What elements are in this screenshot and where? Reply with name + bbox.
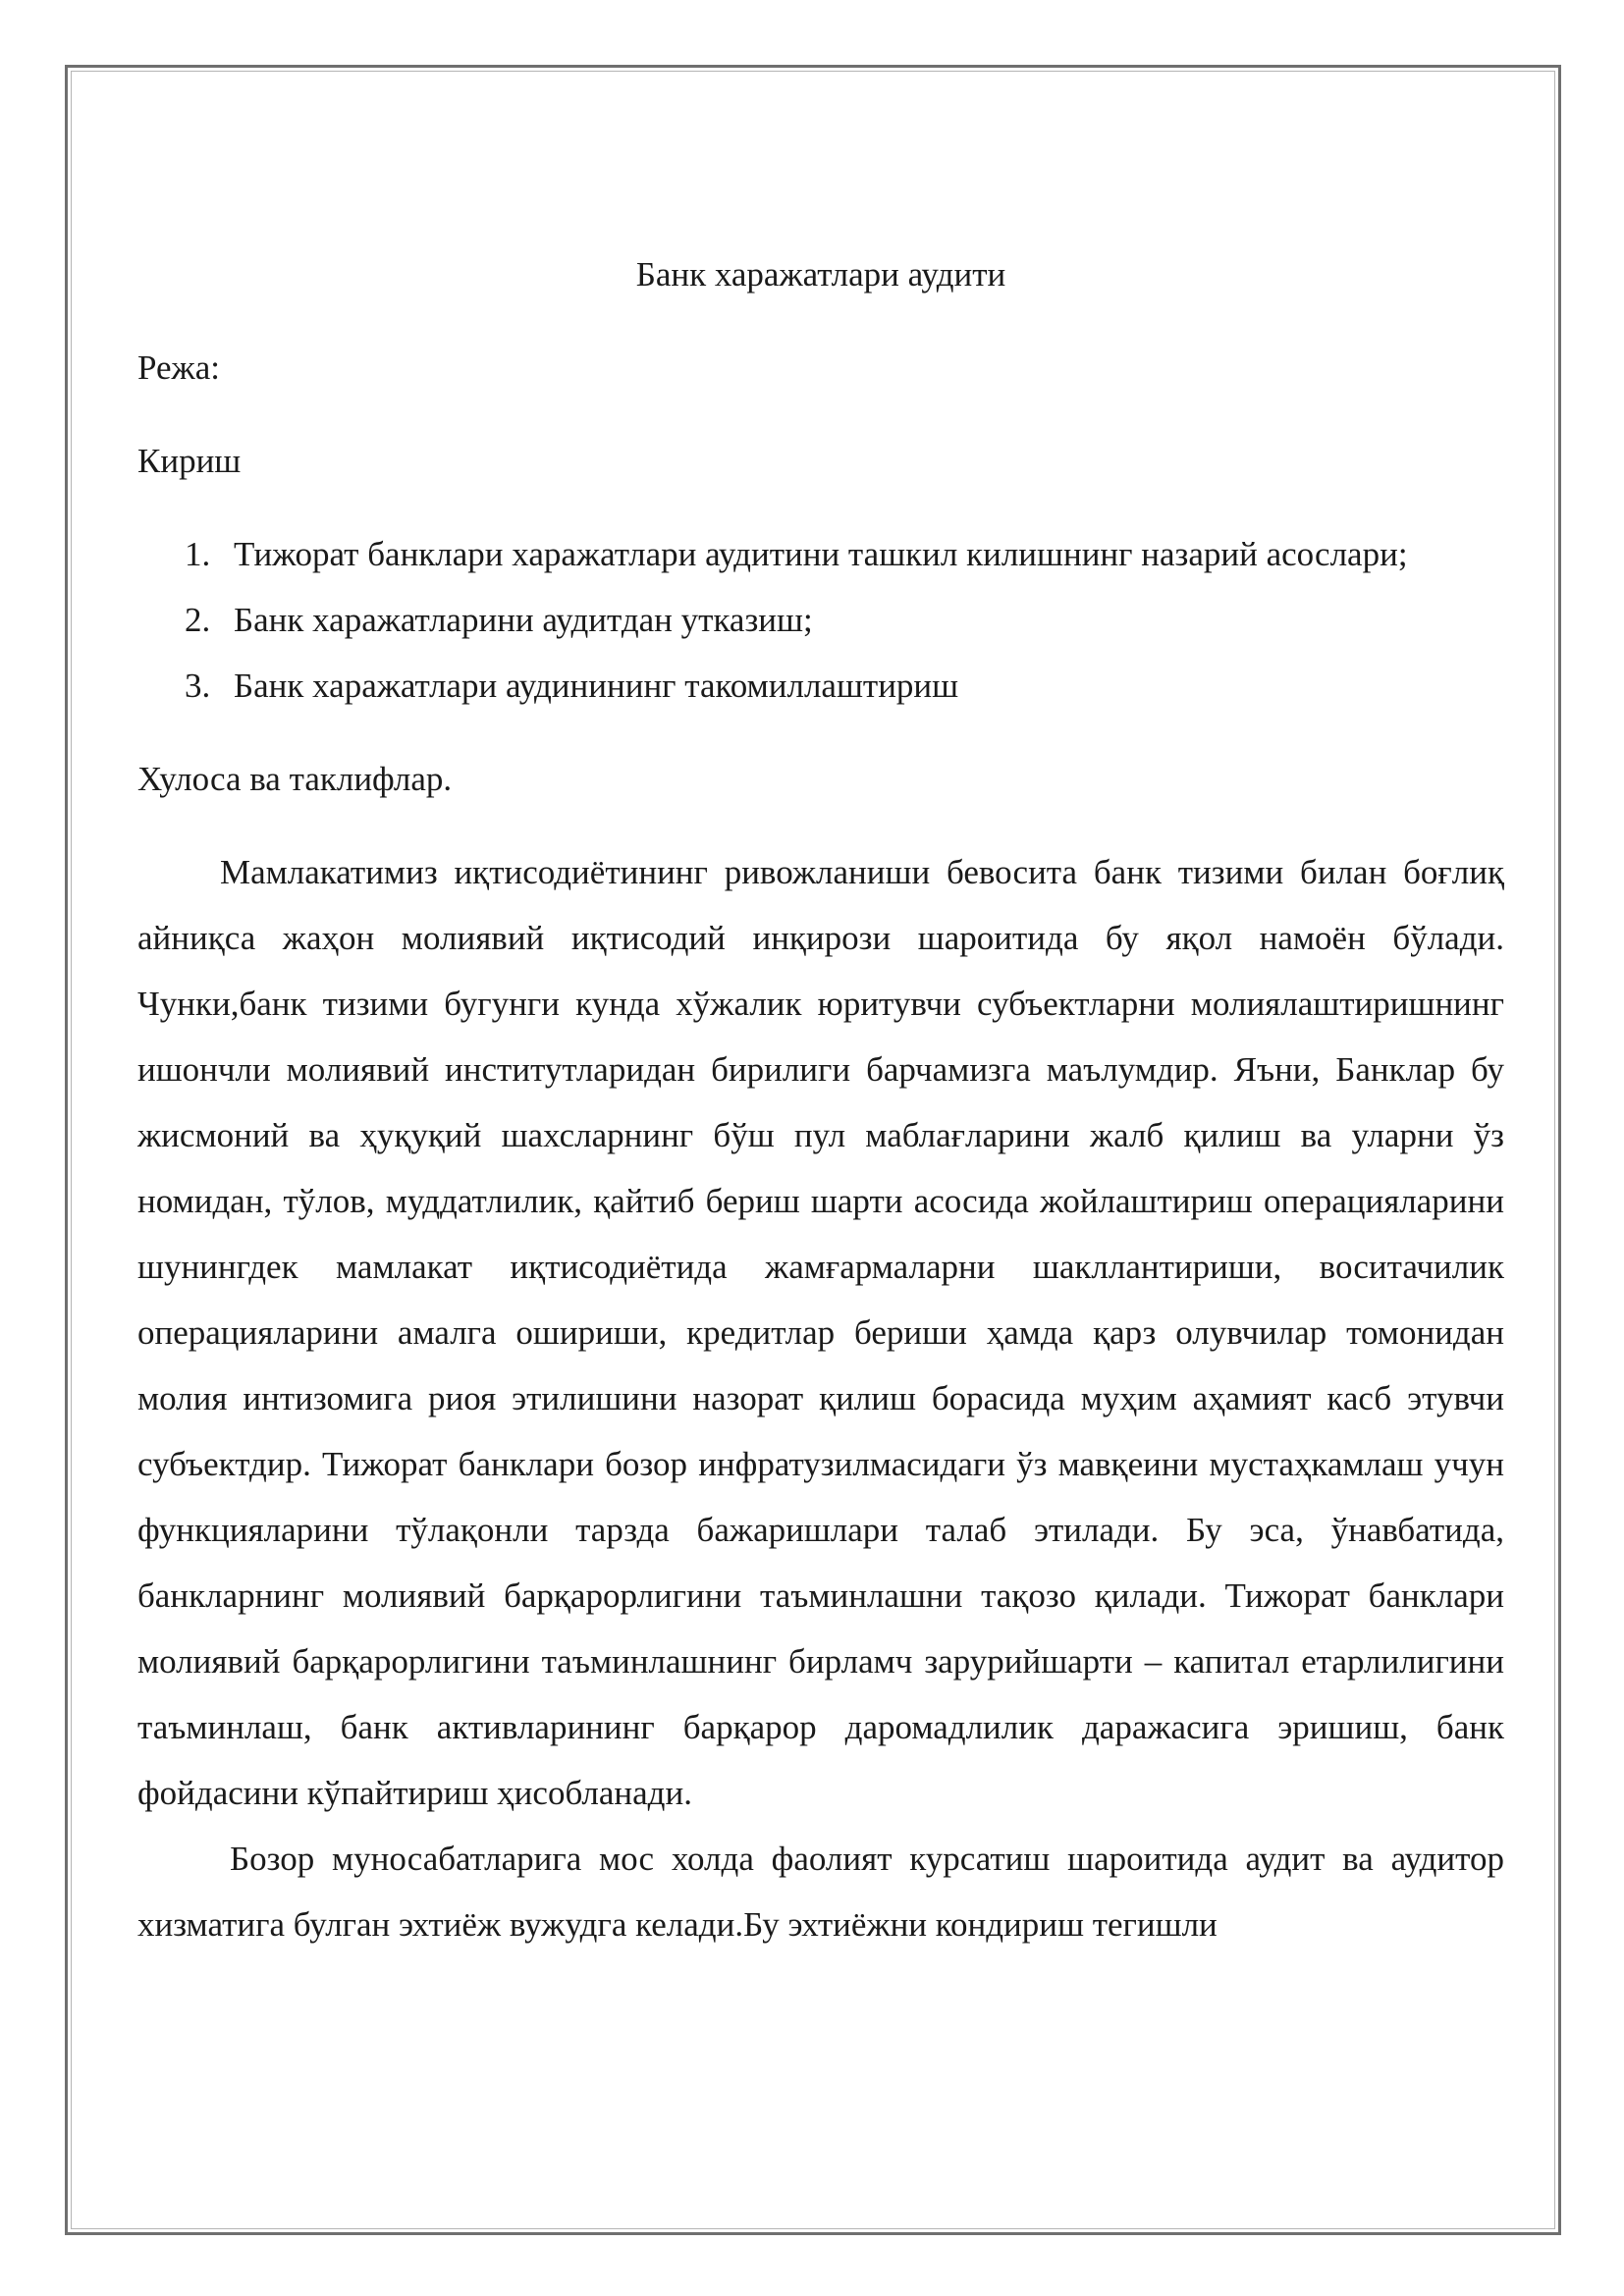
plan-item-number: 2. bbox=[185, 601, 211, 639]
plan-item-text: Банк харажатлари аудинининг такомиллаштириш bbox=[234, 667, 959, 705]
plan-label: Режа: bbox=[137, 348, 220, 387]
document-body bbox=[137, 241, 1504, 1957]
plan-list bbox=[137, 521, 1504, 719]
plan-item-number: 1. bbox=[185, 535, 211, 573]
body-paragraph-1: Мамлакатимиз иқтисодиётининг ривожланиши бевосита банк тизими билан боғлиқ айниқса жаҳон молиявий иқтисодий инқирози шароитида бу яқол намоён бўлади. Чунки,банк тизими бугунги кунда хўжалик юритувчи субъектларни молиялаштиришнинг ишончли молиявий институтларидан бирилиги барчамизга маълумдир. Яъни, Банклар бу жисмоний ва ҳуқуқий шахсларнинг бўш пул маблағларини жалб қилиш ва уларни ўз номидан, тўлов, муддатлилик, қайтиб бериш шарти асосида жойлаштириш операцияларини шунингдек мамлакат иқтисодиётида жамғармаларни шакллантириши, воситачилик операцияларини амалга ошириши, кредитлар бериши ҳамда қарз олувчилар томонидан молия интизомига риоя этилишини назорат қилиш борасида муҳим аҳамият касб этувчи субъектдир. Тижорат банклари бозор инфратузилмасидаги ўз мавқеини мустаҳкамлаш учун функцияларини тўлақонли тарзда бажаришлари талаб этилади. Бу эса, ўнавбатида, банкларнинг молиявий барқарорлигини таъминлашни тақозо қилади. Тижорат банклари молиявий барқарорлигини таъминлашнинг бирламч зарурийшарти – капитал етарлилигини таъминлаш, банк активларининг барқарор даромадлилик даражасига эришиш, банк фойдасини кўпайтириш ҳисобланади. bbox=[137, 853, 1504, 1812]
plan-item bbox=[137, 521, 1504, 587]
plan-item-text: Тижорат банклари харажатлари аудитини ташкил килишнинг назарий асослари; bbox=[234, 535, 1408, 573]
plan-item bbox=[137, 653, 1504, 719]
body-paragraph-2: Бозор муносабатларига мос холда фаолият курсатиш шароитида аудит ва аудитор хизматига булган эхтиёж вужудга келади.Бу эхтиёжни кондириш тегишли bbox=[137, 1840, 1504, 1944]
conclusion-label: Хулоса ва таклифлар. bbox=[137, 760, 453, 798]
plan-item bbox=[137, 587, 1504, 653]
plan-item-number: 3. bbox=[185, 667, 211, 705]
intro-label: Кириш bbox=[137, 442, 242, 480]
plan-item-text: Банк харажатларини аудитдан утказиш; bbox=[234, 601, 813, 639]
document-title: Банк харажатлари аудити bbox=[635, 255, 1006, 294]
